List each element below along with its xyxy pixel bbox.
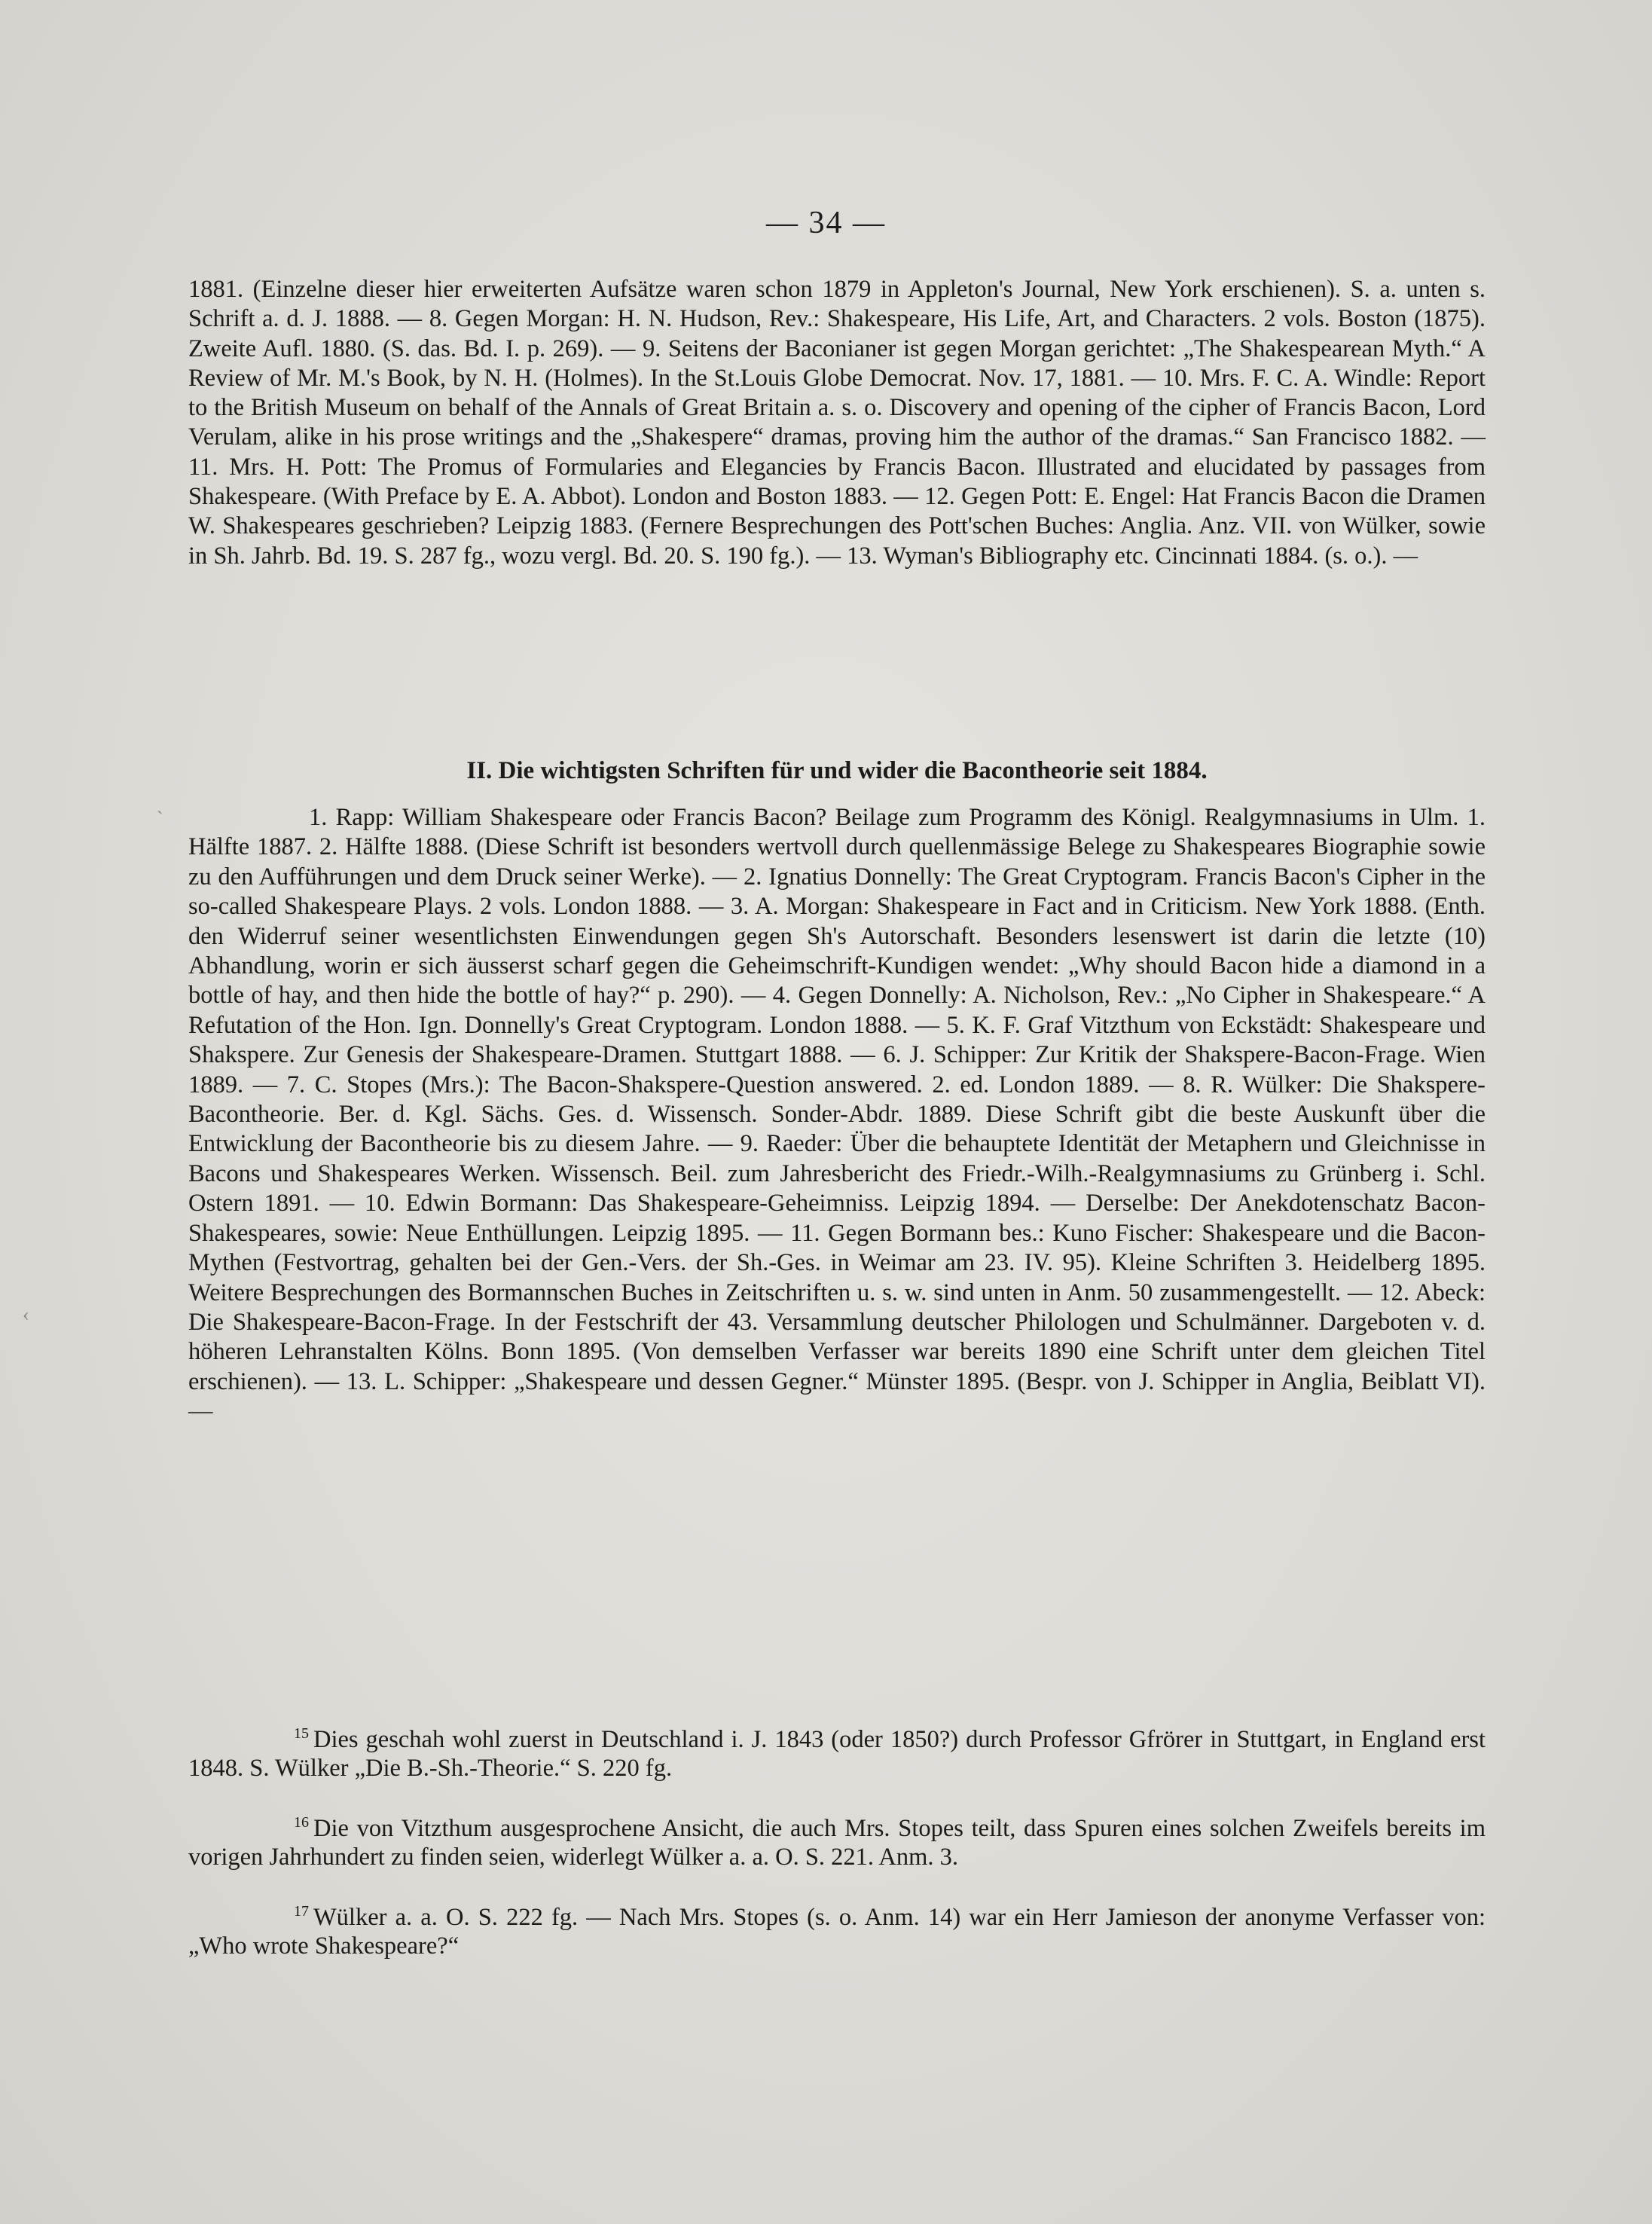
footnote-16 xyxy=(188,1814,1486,1871)
footnote-text: Dies geschah wohl zuerst in Deutschland i. J. 1843 (oder 1850?) durch Professor Gfrörer in Stuttgart, in England erst 1848. S. Wülker „Die B.-Sh.-Theorie.“ S. 220 fg. xyxy=(188,1726,1486,1782)
footnote-text: Die von Vitzthum ausgesprochene Ansicht, die auch Mrs. Stopes teilt, dass Spuren eines solchen Zweifels bereits im vorigen Jahrhundert zu finden seien, widerlegt Wülker a. a. O. S. 221. Anm. 3. xyxy=(188,1815,1486,1871)
section-ii-paragraph: 1. Rapp: William Shakespeare oder Francis Bacon? Beilage zum Programm des Königl. Realgymnasiums in Ulm. 1. Hälfte 1887. 2. Hälfte 1888. (Diese Schrift ist besonders wertvoll durch quellenmässige Belege zu Shakespeares Biographie sowie zu den Aufführungen und dem Druck seiner Werke). — 2. Ignatius Donnelly: The Great Cryptogram. Francis Bacon's Cipher in the so-called Shakespeare Plays. 2 vols. London 1888. — 3. A. Morgan: Shakespeare in Fact and in Criticism. New York 1888. (Enth. den Widerruf seiner wesentlichsten Einwendungen gegen Sh's Autorschaft. Besonders lesenswert ist darin die letzte (10) Abhandlung, worin er sich äusserst scharf gegen die Geheimschrift-Kundigen wendet: „Why should Bacon hide a diamond in a bottle of hay, and then hide the bottle of hay?“ p. 290). — 4. Gegen Donnelly: A. Nicholson, Rev.: „No Cipher in Shakespeare.“ A Refutation of the Hon. Ign. Donnelly's Great Cryptogram. London 1888. — 5. K. F. Graf Vitzthum von Eckstädt: Shakespeare und Shakspere. Zur Genesis der Shakespeare-Dramen. Stuttgart 1888. — 6. J. Schipper: Zur Kritik der Shakspere-Bacon-Frage. Wien 1889. — 7. C. Stopes (Mrs.): The Bacon-Shakspere-Question answered. 2. ed. London 1889. — 8. R. Wülker: Die Shakspere-Bacontheorie. Ber. d. Kgl. Sächs. Ges. d. Wissensch. Sonder-Abdr. 1889. Diese Schrift gibt die beste Auskunft über die Entwicklung der Bacontheorie bis zu diesem Jahre. — 9. Raeder: Über die behauptete Identität der Metaphern und Gleichnisse in Bacons und Shakespeares Werken. Wissensch. Beil. zum Jahresbericht des Friedr.-Wilh.-Realgymnasiums zu Grünberg i. Schl. Ostern 1891. — 10. Edwin Bormann: Das Shakespeare-Geheimniss. Leipzig 1894. — Derselbe: Der Anekdotenschatz Bacon-Shakespeares, sowie: Neue Enthüllungen. Leipzig 1895. — 11. Gegen Bormann bes.: Kuno Fischer: Shakespeare und die Bacon-Mythen (Festvortrag, gehalten bei der Gen.-Vers. der Sh.-Ges. in Weimar am 23. IV. 95). Kleine Schriften 3. Heidelberg 1895. Weitere Besprechungen des Bormannschen Buches in Zeitschriften u. s. w. sind unten in Anm. 50 zusammengestellt. — 12. Abeck: Die Shakespeare-Bacon-Frage. In der Festschrift der 43. Versammlung deutscher Philologen und Schulmänner. Dargeboten v. d. höheren Lehranstalten Kölns. Bonn 1895. (Von demselben Verfasser war bereits 1890 eine Schrift unter dem gleichen Titel erschienen). — 13. L. Schipper: „Shakespeare und dessen Gegner.“ Münster 1895. (Bespr. von J. Schipper in Anglia, Beiblatt VI). — xyxy=(188,804,1486,1425)
page-number: — 34 — xyxy=(766,206,886,240)
footnote-mark: 15 xyxy=(294,1725,309,1743)
section-heading: II. Die wichtigsten Schriften für und wider die Bacontheorie seit 1884. xyxy=(466,757,1208,784)
section-ii-body xyxy=(188,803,1486,1427)
footnote-15 xyxy=(188,1725,1486,1783)
footnote-text: Wülker a. a. O. S. 222 fg. — Nach Mrs. Stopes (s. o. Anm. 14) war ein Herr Jamieson der anonyme Verfasser von: „Who wrote Shakespeare?“ xyxy=(188,1904,1486,1960)
bibliography-continuation xyxy=(188,275,1486,571)
margin-mark: ‹ xyxy=(23,1303,29,1325)
footnote-17 xyxy=(188,1903,1486,1960)
continuation-paragraph: 1881. (Einzelne dieser hier erweiterten Aufsätze waren schon 1879 in Appleton's Journal, New York erschienen). S. a. unten s. Schrift a. d. J. 1888. — 8. Gegen Morgan: H. N. Hudson, Rev.: Shakespeare, His Life, Art, and Characters. 2 vols. Boston (1875). Zweite Aufl. 1880. (S. das. Bd. I. p. 269). — 9. Seitens der Baconianer ist gegen Morgan gerichtet: „The Shakespearean Myth.“ A Review of Mr. M.'s Book, by N. H. (Holmes). In the St.Louis Globe Democrat. Nov. 17, 1881. — 10. Mrs. F. C. A. Windle: Report to the British Museum on behalf of the Annals of Great Britain a. s. o. Discovery and opening of the cipher of Francis Bacon, Lord Verulam, alike in his prose writings and the „Shakespere“ dramas, proving him the author of the dramas.“ San Francisco 1882. — 11. Mrs. H. Pott: The Promus of Formularies and Elegancies by Francis Bacon. Illustrated and elucidated by passages from Shakespeare. (With Preface by E. A. Abbot). London and Boston 1883. — 12. Gegen Pott: E. Engel: Hat Francis Bacon die Dramen W. Shakespeares geschrieben? Leipzig 1883. (Fernere Besprechungen des Pott'schen Buches: Anglia. Anz. VII. von Wülker, sowie in Sh. Jahrb. Bd. 19. S. 287 fg., wozu vergl. Bd. 20. S. 190 fg.). — 13. Wyman's Bibliography etc. Cincinnati 1884. (s. o.). — xyxy=(188,276,1486,570)
footnote-mark: 16 xyxy=(294,1814,309,1831)
margin-mark: ` xyxy=(157,808,163,829)
footnote-mark: 17 xyxy=(294,1903,309,1920)
